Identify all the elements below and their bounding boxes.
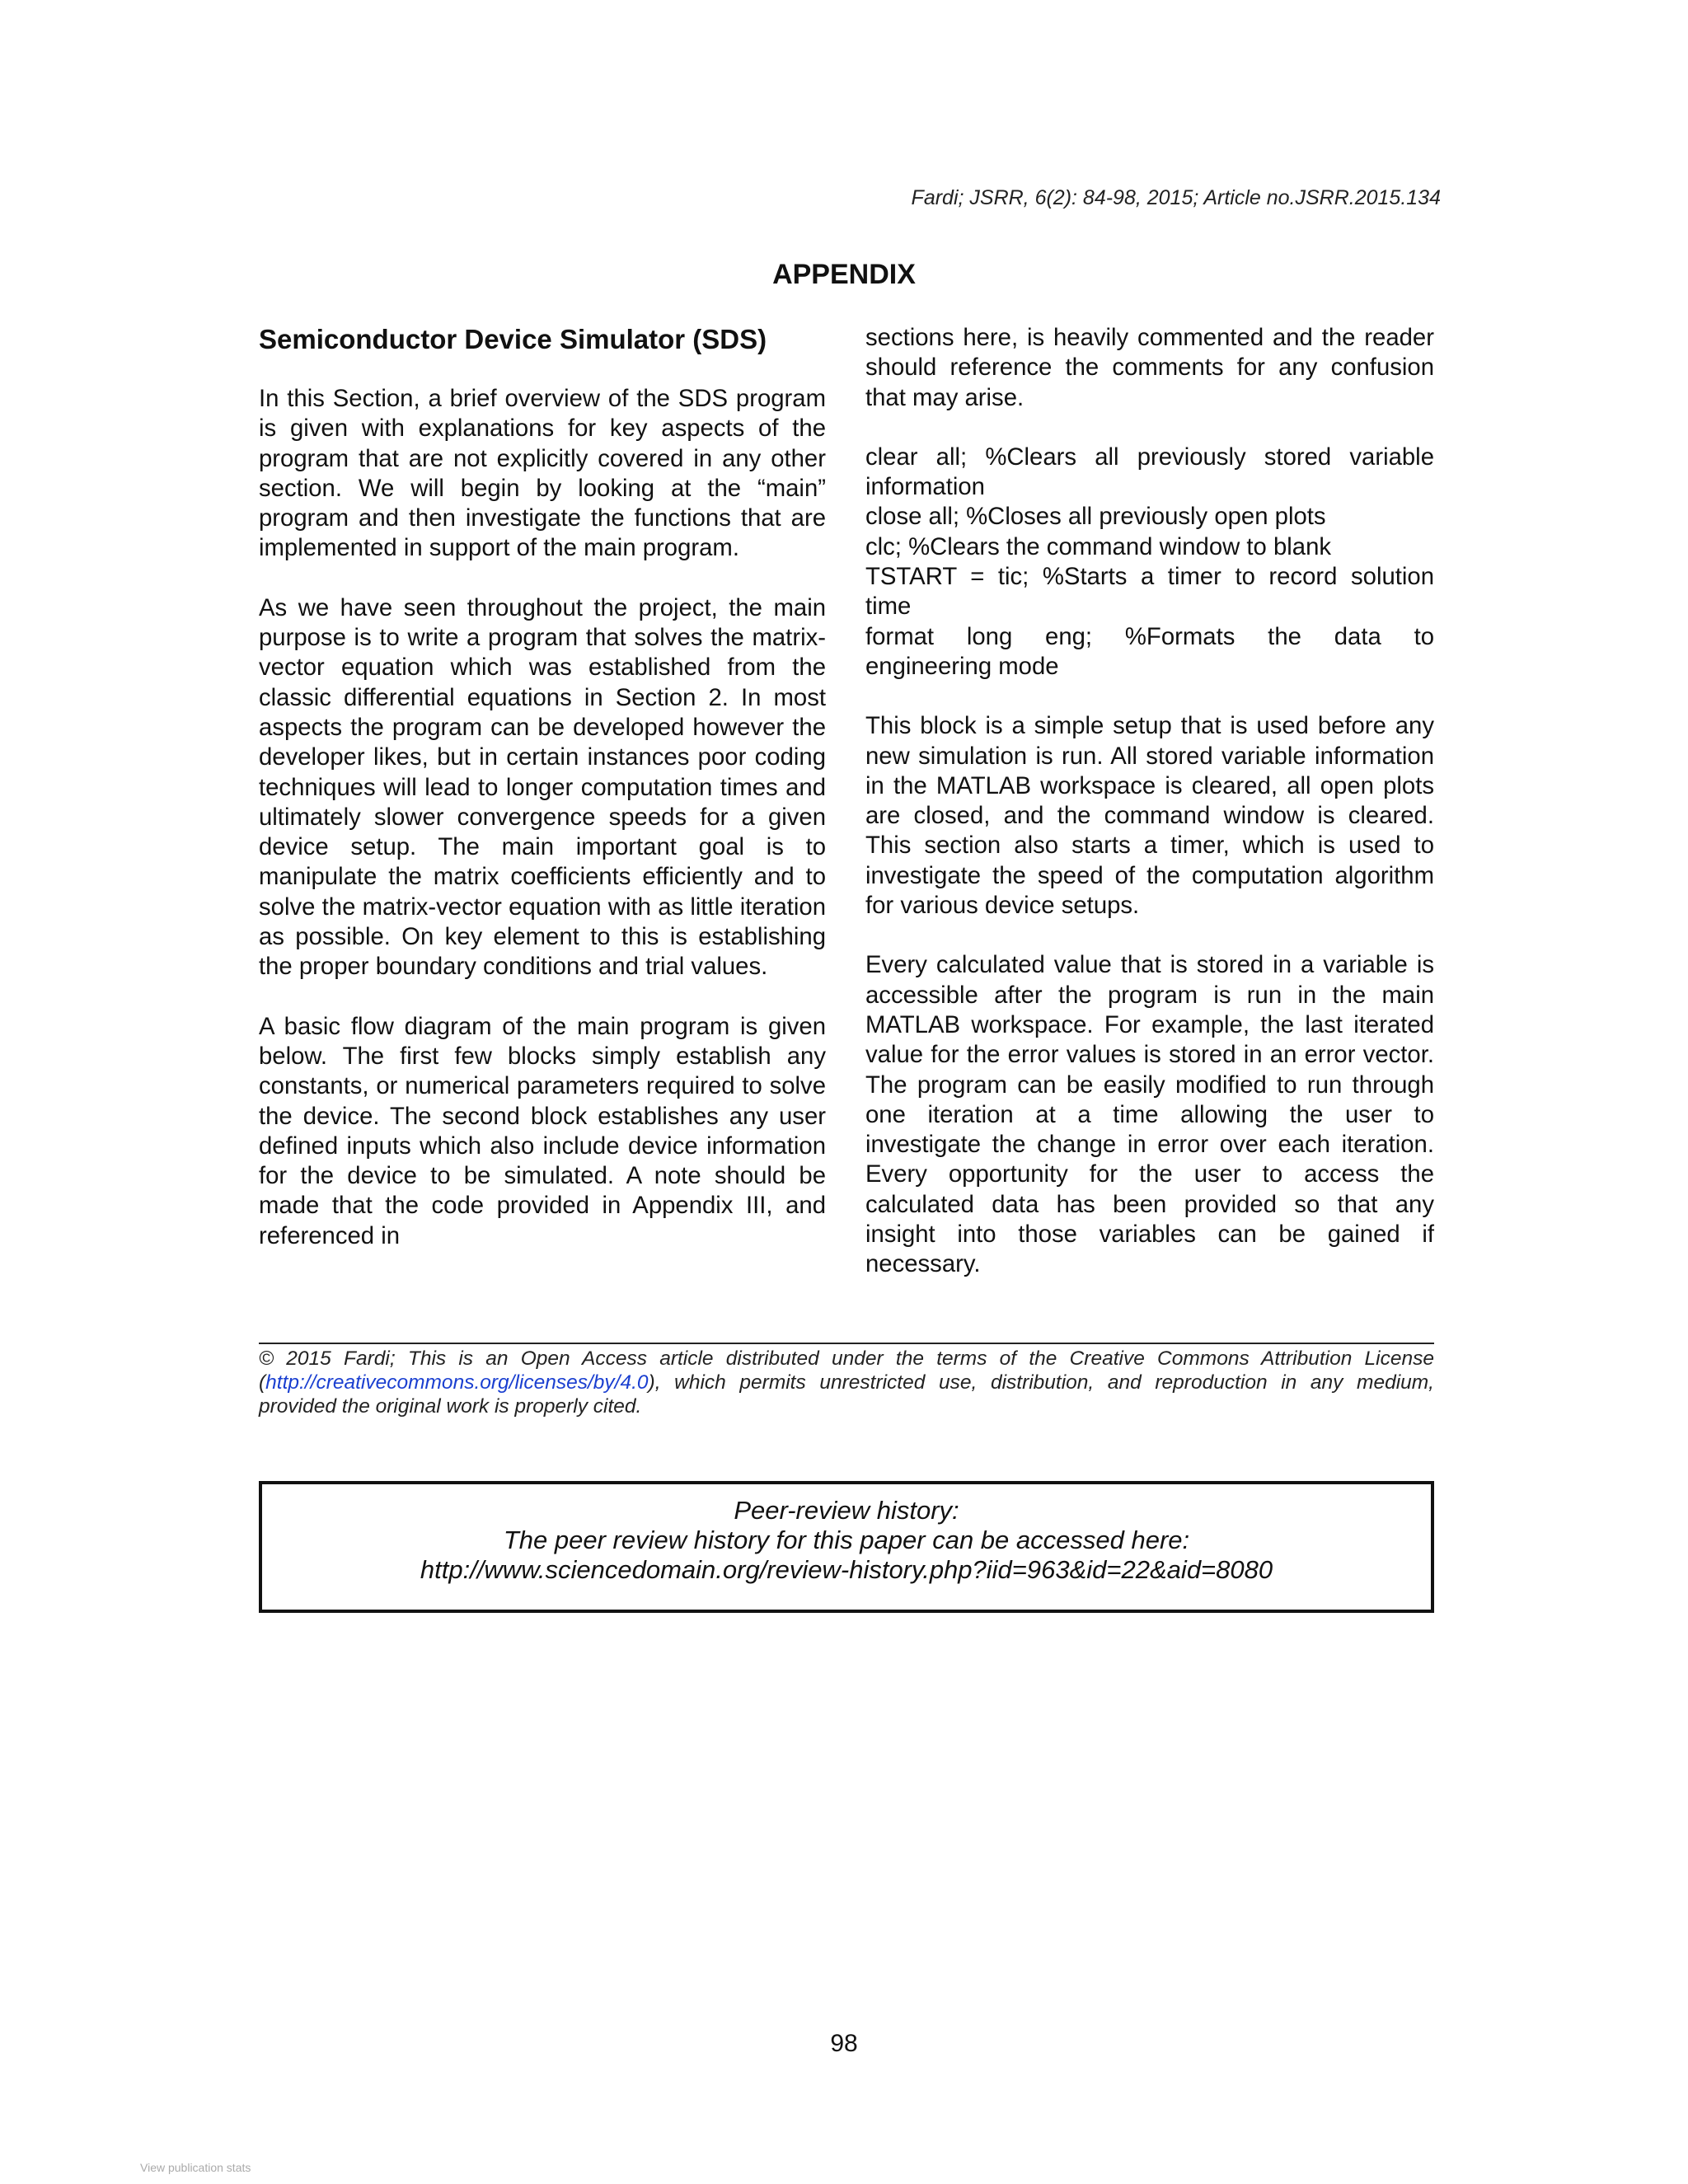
peer-review-url[interactable]: http://www.sciencedomain.org/review-history.php?iid=963&id=22&aid=8080 — [420, 1555, 1273, 1584]
code-line: TSTART = tic; %Starts a timer to record solution — [865, 563, 1434, 591]
code-line: format long eng; %Formats the data to — [865, 622, 1434, 650]
right-column — [865, 323, 1434, 1310]
code-line: time — [865, 593, 912, 621]
code-line: engineering mode — [865, 652, 1059, 680]
peer-review-box — [259, 1481, 1434, 1613]
paragraph-setup-block: This block is a simple setup that is used before any new simulation is run. All stored variable information in the MATLAB workspace is cleared, all open plots are closed, and the command window is cleared. This section also starts a timer, which is used to investigate the speed of the computation algorithm for various device setups. — [865, 712, 1434, 920]
license-note — [259, 1347, 1434, 1418]
footnote-rule — [259, 1343, 1434, 1344]
code-line: clc; %Clears the command window to blank — [865, 532, 1332, 560]
license-suffix: ), which permits unrestricted use, distribution, and reproduction in any medium, provided the original work is properly cited. — [259, 1371, 1434, 1418]
running-head: Fardi; JSRR, 6(2): 84-98, 2015; Article no.JSRR.2015.134 — [911, 186, 1441, 209]
appendix-title: APPENDIX — [772, 259, 916, 290]
page-number: 98 — [830, 2030, 858, 2057]
paragraph-overview: In this Section, a brief overview of the SDS program is given with explanations for key aspects of the program that are not explicitly covered in any other section. We will begin by looking at the “main” program and then investigate the functions that are implemented in support of the main program. — [259, 385, 826, 562]
paragraph-workspace: Every calculated value that is stored in a variable is accessible after the program is run in the main MATLAB workspace. For example, the last iterated value for the error values is stored in an error vector. The program can be easily modified to run through one iteration at a time allowing the user to investigate the change in error over each iteration. Every opportunity for the user to access the calculated data has been provided so that any insight into those variables can be gained if necessary. — [865, 951, 1434, 1278]
code-line: clear all; %Clears all previously stored variable — [865, 443, 1434, 471]
view-publication-stats-link[interactable]: View publication stats — [140, 2161, 251, 2174]
section-heading: Semiconductor Device Simulator (SDS) — [259, 324, 767, 354]
license-link[interactable]: http://creativecommons.org/licenses/by/4.0 — [265, 1371, 649, 1394]
license-prefix: © 2015 Fardi; This is an Open Access article distributed under the terms of the Creative Commons Attribution License ( — [259, 1347, 1434, 1394]
paragraph-purpose: As we have seen throughout the project, the main purpose is to write a program that solves the matrix-vector equation which was established from the classic differential equations in Section 2. In most aspects the program can be developed however the developer likes, but in certain instances poor coding techniques will lead to longer computation times and ultimately slower convergence speeds for a given device setup. The main important goal is to manipulate the matrix coefficients efficiently and to solve the matrix-vector equation with as little iteration as possible. On key element to this is establishing the proper boundary conditions and trial values. — [259, 593, 826, 981]
code-line: close all; %Closes all previously open plots — [865, 503, 1326, 531]
left-column — [259, 323, 826, 1281]
paragraph-continuation: sections here, is heavily commented and the reader should reference the comments for any confusion that may arise. — [865, 324, 1434, 411]
code-line: information — [865, 473, 985, 501]
code-block — [865, 443, 1434, 682]
peer-review-line: The peer review history for this paper can be accessed here: — [503, 1526, 1190, 1554]
paragraph-flow-diagram: A basic flow diagram of the main program is given below. The first few blocks simply establish any constants, or numerical parameters required to solve the device. The second block establishes any user defined inputs which also include device information for the device to be simulated. A note should be made that the code provided in Appendix III, and referenced in — [259, 1012, 826, 1249]
peer-review-title: Peer-review history: — [734, 1496, 959, 1525]
